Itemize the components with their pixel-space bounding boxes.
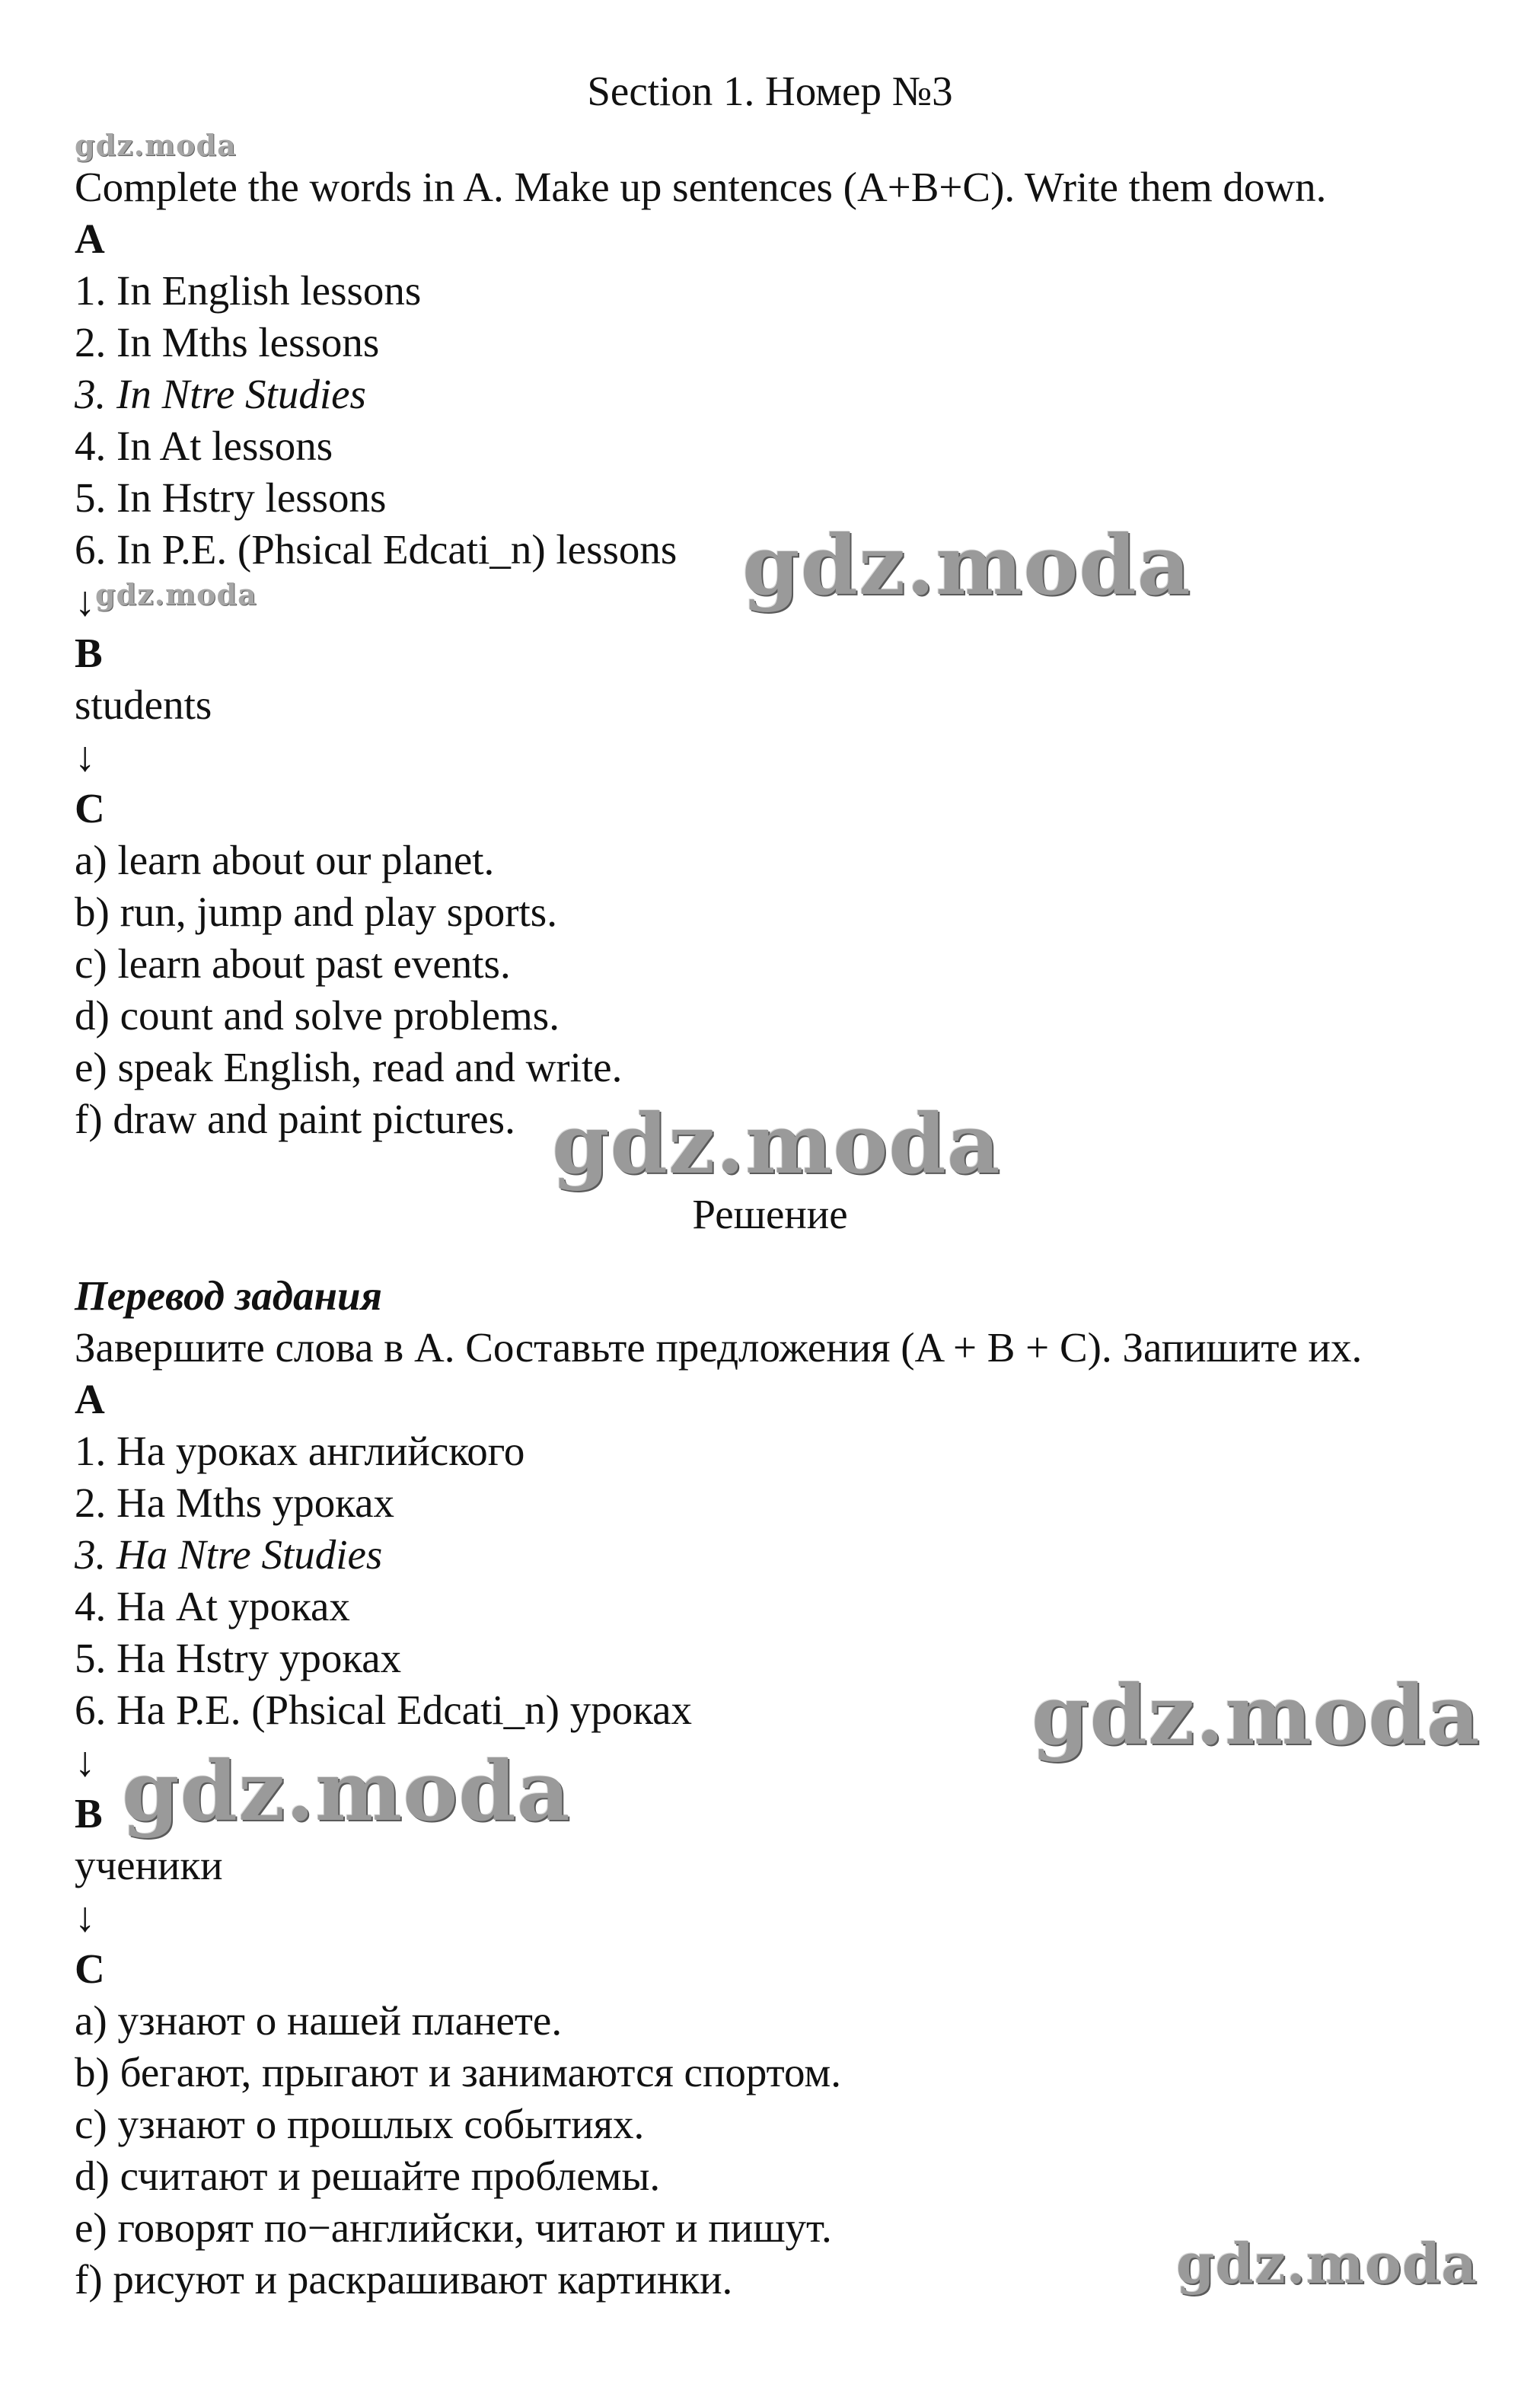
arrow-down: ↓ [75, 578, 96, 624]
watermark-logo: gdz.moda [552, 1096, 1001, 1192]
list-item: 5. In Hstry lessons [75, 474, 387, 521]
list-item: f) рисуют и раскрашивают картинки. [75, 2256, 733, 2303]
list-item: e) speak English, read and write. [75, 1044, 623, 1090]
list-item: b) run, jump and play sports. [75, 889, 557, 935]
part-a-label: A [75, 1376, 105, 1422]
watermark-logo: gdz.moda [742, 518, 1191, 614]
list-item: 3. На Ntre Studies [75, 1531, 383, 1578]
list-item: e) говорят по−английски, читают и пишут. [75, 2204, 832, 2251]
list-item: c) learn about past events. [75, 940, 511, 987]
part-c-label: C [75, 1945, 105, 1992]
part-c-label: C [75, 785, 105, 831]
watermark-logo: gdz.moda [1176, 2231, 1478, 2296]
part-b-label: B [75, 630, 103, 676]
arrow-down: ↓ [75, 1738, 96, 1785]
task-instruction: Complete the words in A. Make up sentences (A+B+C). Write them down. [75, 164, 1327, 210]
arrow-down: ↓ [75, 733, 96, 780]
list-item: 3. In Ntre Studies [75, 371, 366, 417]
list-item: 4. На At уроках [75, 1583, 350, 1629]
list-item: 5. На Hstry уроках [75, 1635, 402, 1681]
watermark-logo: gdz.moda [95, 577, 257, 611]
list-item: a) learn about our planet. [75, 837, 495, 883]
part-b-text: ученики [75, 1842, 223, 1888]
list-item: 1. На уроках английского [75, 1428, 525, 1474]
watermark-logo: gdz.moda [122, 1744, 571, 1840]
list-item: 2. In Mths lessons [75, 319, 380, 365]
watermark-logo: gdz.moda [1031, 1668, 1481, 1763]
part-b-text: students [75, 681, 212, 728]
page-title: Section 1. Номер №3 [587, 68, 953, 114]
solution-heading: Решение [692, 1191, 848, 1237]
list-item: 1. In English lessons [75, 267, 422, 314]
list-item: 4. In At lessons [75, 423, 333, 469]
list-item: c) узнают о прошлых событиях. [75, 2101, 645, 2147]
watermark-logo: gdz.moda [75, 128, 237, 162]
list-item: d) count and solve problems. [75, 992, 560, 1039]
list-item: 6. In P.E. (Phsical Edcati_n) lessons [75, 526, 678, 573]
solution-instruction: Завершите слова в A. Составьте предложения (A + B + C). Запишите их. [75, 1324, 1363, 1371]
arrow-down: ↓ [75, 1894, 96, 1940]
list-item: 6. На P.E. (Phsical Edcati_n) уроках [75, 1687, 693, 1733]
solution-section [75, 1270, 1506, 2306]
translation-heading: Перевод задания [75, 1272, 382, 1319]
list-item: d) считают и решайте проблемы. [75, 2153, 661, 2199]
part-b-label: B [75, 1790, 103, 1837]
list-item: b) бегают, прыгают и занимаются спортом. [75, 2049, 841, 2095]
part-a-label: A [75, 215, 105, 262]
list-item: a) узнают о нашей планете. [75, 1997, 563, 2044]
task-section [75, 161, 1506, 1145]
list-item: f) draw and paint pictures. [75, 1096, 515, 1142]
list-item: 2. На Mths уроках [75, 1479, 395, 1526]
